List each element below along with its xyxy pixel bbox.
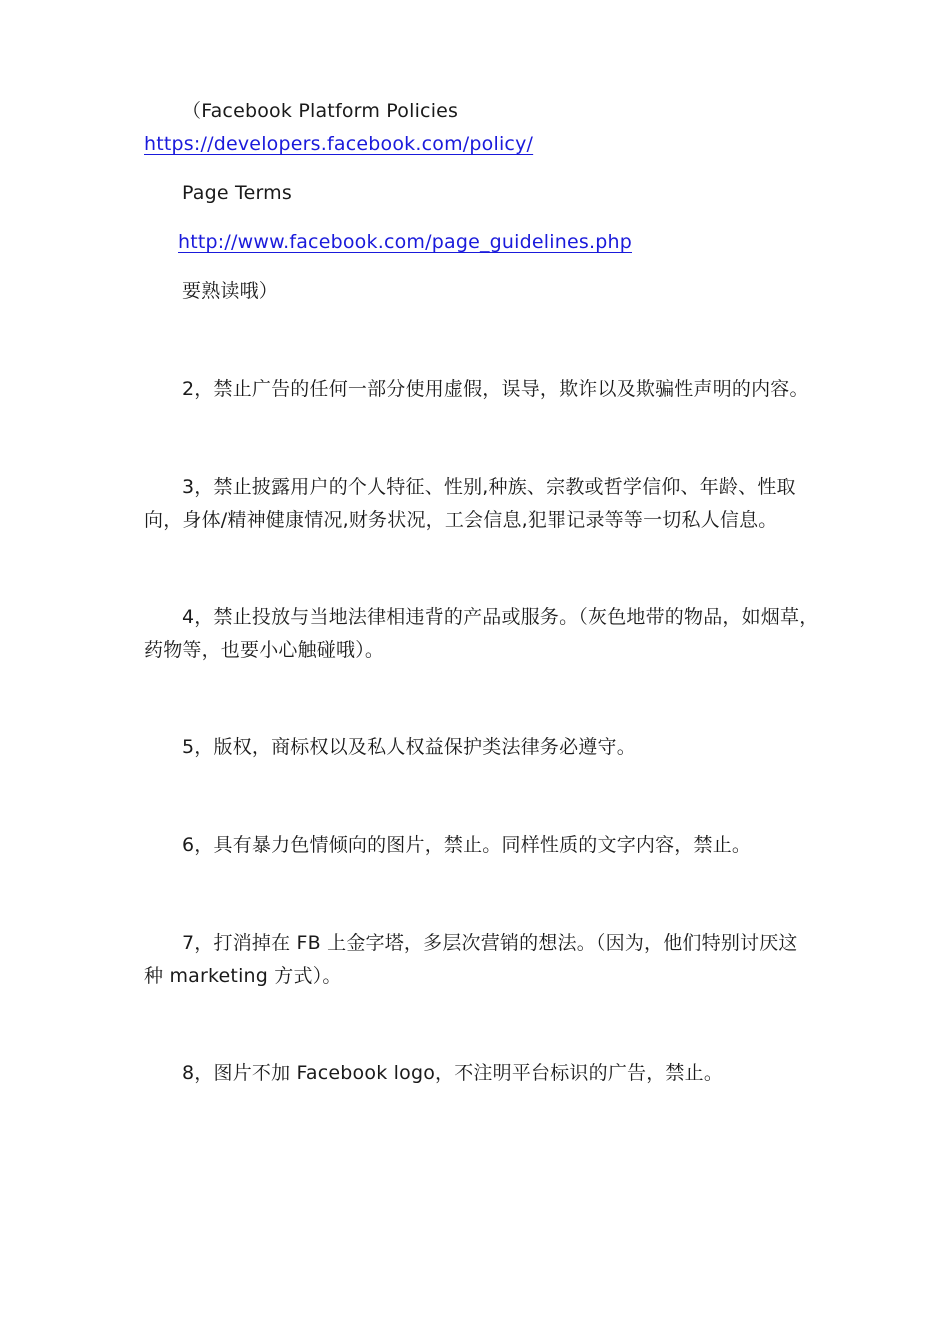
rule-3-line-2: 向，身体/精神健康情况,财务状况，工会信息,犯罪记录等等一切私人信息。 (144, 509, 778, 531)
rule-7-line-1: 7，打消掉在 FB 上金字塔，多层次营销的想法。（因为，他们特别讨厌这 (182, 932, 798, 954)
intro-closing: 要熟读哦） (182, 280, 279, 302)
rule-6-line-1: 6，具有暴力色情倾向的图片，禁止。同样性质的文字内容，禁止。 (182, 834, 752, 856)
rule-2-line-1: 2，禁止广告的任何一部分使用虚假，误导，欺诈以及欺骗性声明的内容。 (182, 378, 809, 400)
rule-3-line-1: 3，禁止披露用户的个人特征、性别,种族、宗教或哲学信仰、年龄、性取 (182, 476, 796, 498)
rule-4-line-1: 4，禁止投放与当地法律相违背的产品或服务。（灰色地带的物品，如烟草， (182, 606, 819, 628)
page-terms-label: Page Terms (182, 182, 292, 204)
rule-5-line-1: 5，版权，商标权以及私人权益保护类法律务必遵守。 (182, 736, 636, 758)
page-guidelines-link[interactable]: http://www.facebook.com/page_guidelines.php (178, 231, 632, 253)
rule-8-line-1: 8，图片不加 Facebook logo，不注明平台标识的广告，禁止。 (182, 1062, 724, 1084)
intro-line: （Facebook Platform Policies (182, 100, 459, 122)
rule-7-line-2: 种 marketing 方式）。 (144, 965, 342, 987)
rule-4-line-2: 药物等，也要小心触碰哦）。 (144, 639, 385, 661)
policy-link[interactable]: https://developers.facebook.com/policy/ (144, 133, 534, 155)
